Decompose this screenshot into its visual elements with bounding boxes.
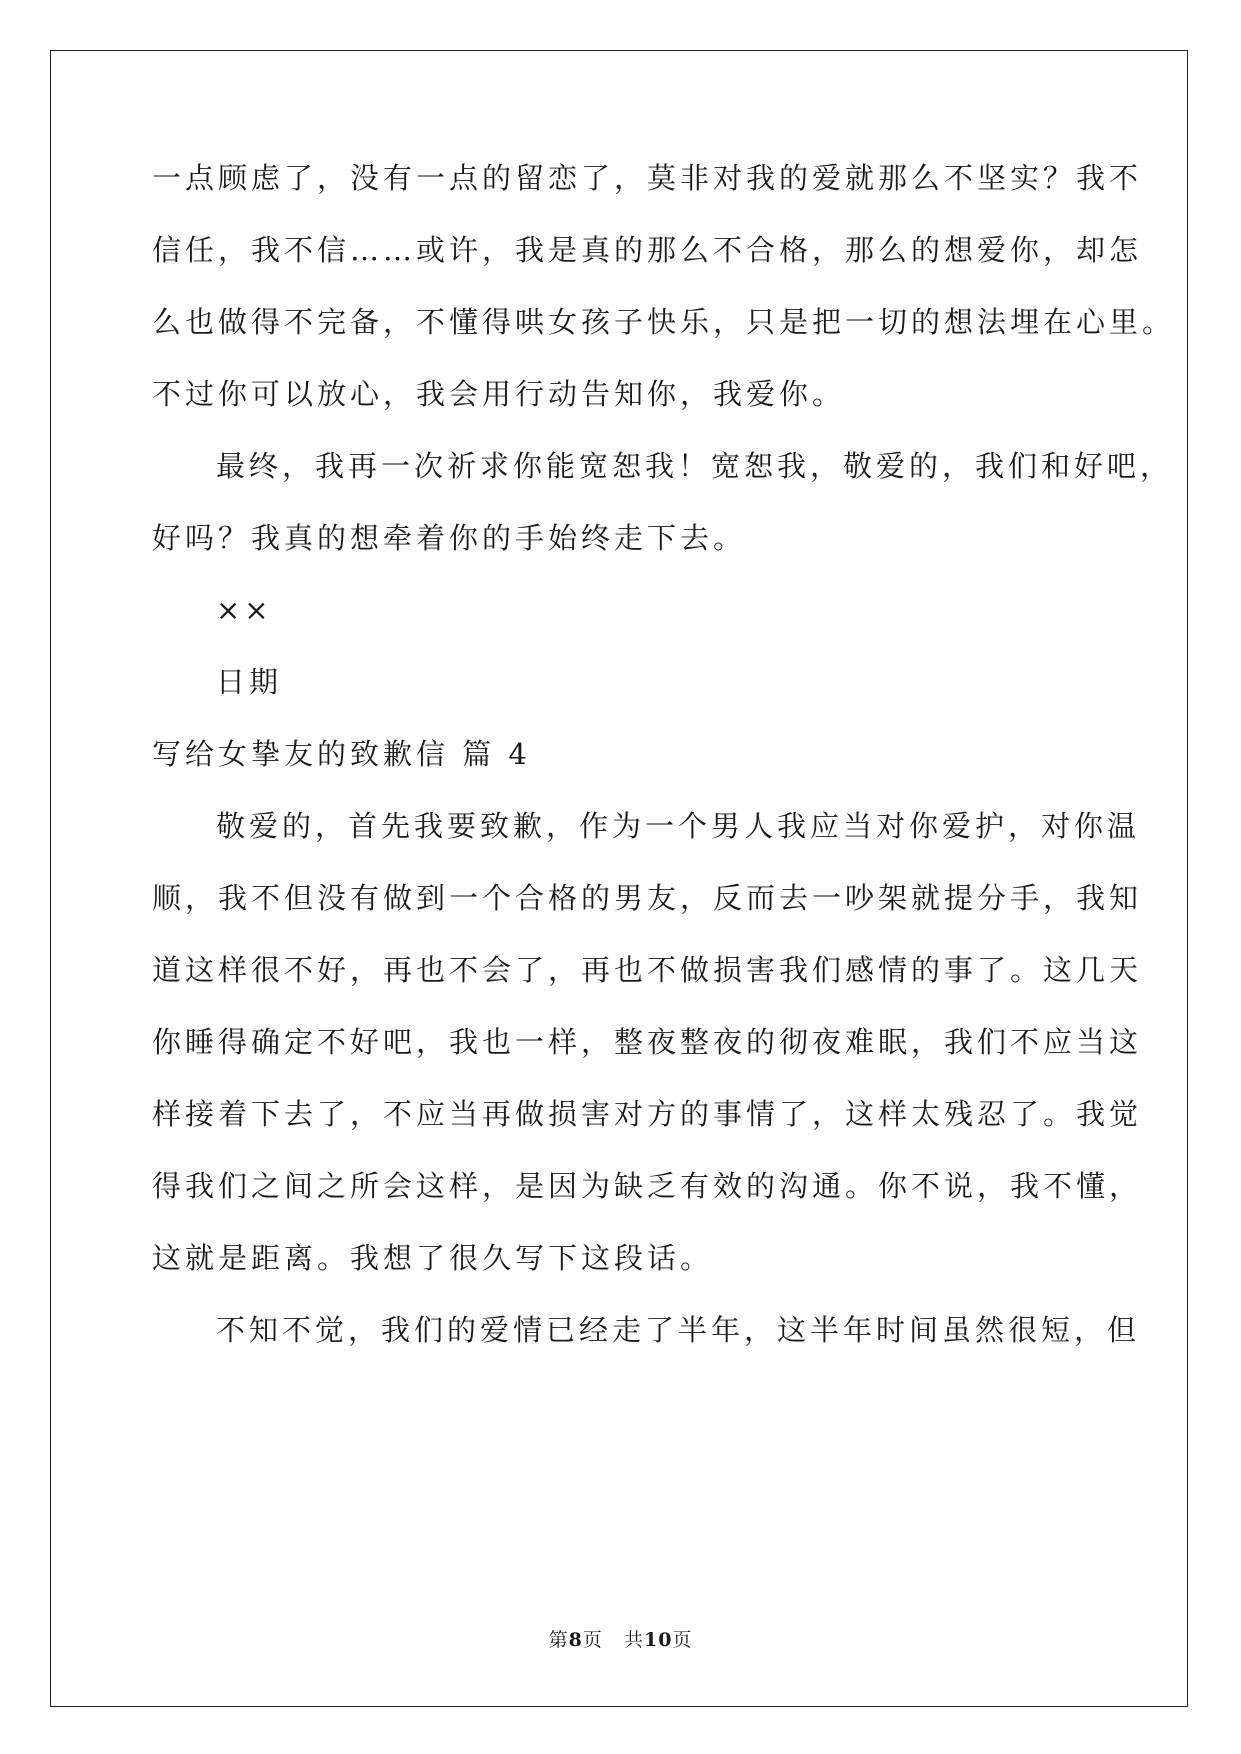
- text-line: 好吗？我真的想牵着你的手始终走下去。: [152, 521, 747, 555]
- text-line: 这就是距离。我想了很久写下这段话。: [152, 1241, 714, 1275]
- text-line: 信任，我不信……或许，我是真的那么不合格，那么的想爱你，却怎: [152, 233, 1143, 267]
- text-line: 敬爱的，首先我要致歉，作为一个男人我应当对你爱护，对你温: [216, 809, 1141, 843]
- section-heading: 写给女挚友的致歉信 篇 4: [152, 737, 531, 771]
- footer-prefix: 第: [548, 1629, 569, 1651]
- page-footer: [0, 1628, 1241, 1652]
- text-line: 最终，我再一次祈求你能宽恕我！宽恕我，敬爱的，我们和好吧，: [216, 449, 1174, 483]
- text-line: 不知不觉，我们的爱情已经走了半年，这半年时间虽然很短，但: [216, 1313, 1141, 1347]
- date-label: 日期: [216, 665, 283, 699]
- text-line: 道这样很不好，再也不会了，再也不做损害我们感情的事了。这几天: [152, 953, 1143, 987]
- total-pages-number: 10: [643, 1629, 673, 1651]
- footer-total-suffix: 页: [672, 1629, 693, 1651]
- text-line: 不过你可以放心，我会用行动告知你，我爱你。: [152, 377, 846, 411]
- text-line: 得我们之间之所会这样，是因为缺乏有效的沟通。你不说，我不懂，: [152, 1169, 1143, 1203]
- current-page-number: 8: [568, 1629, 583, 1651]
- text-line: 你睡得确定不好吧，我也一样，整夜整夜的彻夜难眠，我们不应当这: [152, 1025, 1143, 1059]
- text-line: 顺，我不但没有做到一个合格的男友，反而去一吵架就提分手，我知: [152, 881, 1143, 915]
- footer-total-prefix: 共: [623, 1629, 644, 1651]
- text-line: 样接着下去了，不应当再做损害对方的事情了，这样太残忍了。我觉: [152, 1097, 1143, 1131]
- text-line: 么也做得不完备，不懂得哄女孩子快乐，只是把一切的想法埋在心里。: [152, 305, 1176, 339]
- footer-page-suffix: 页: [582, 1629, 603, 1651]
- signature: ××: [216, 593, 273, 627]
- text-line: 一点顾虑了，没有一点的留恋了，莫非对我的爱就那么不坚实？我不: [152, 161, 1143, 195]
